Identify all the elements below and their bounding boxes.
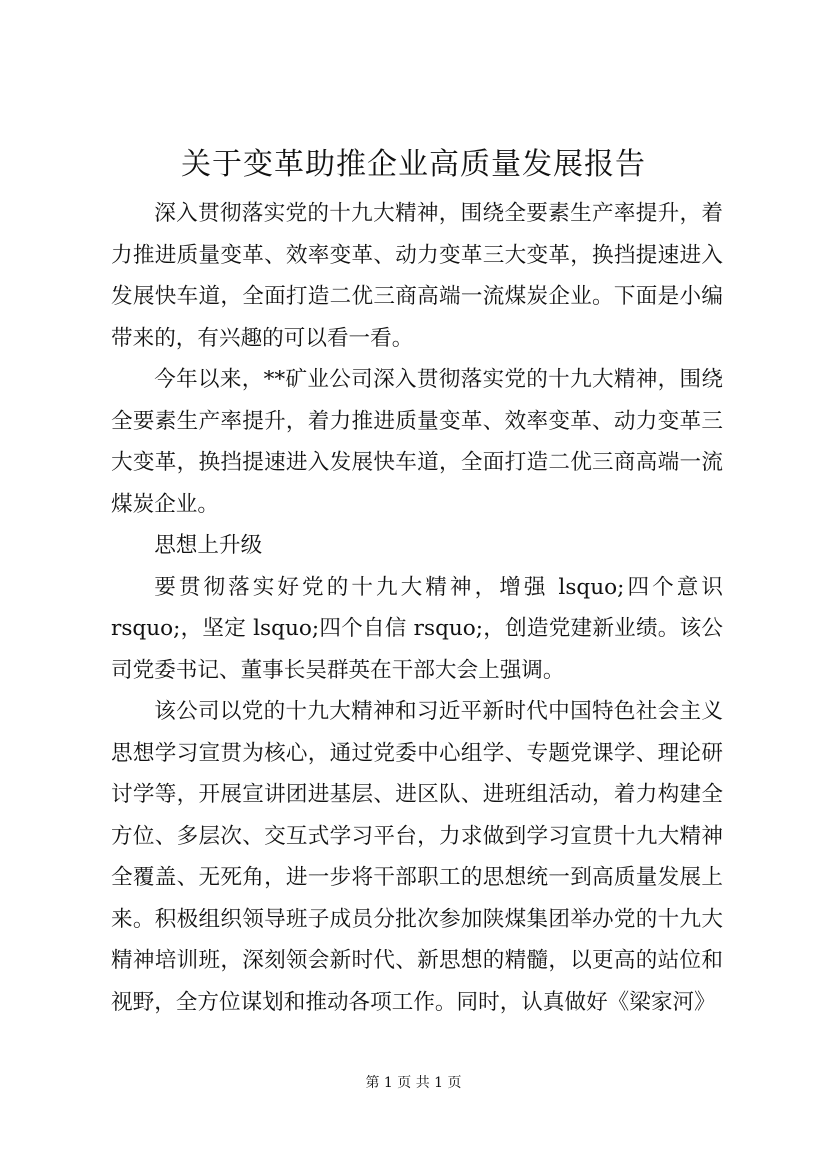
document-title: 关于变革助推企业高质量发展报告 xyxy=(181,147,646,182)
section-heading: 思想上升级 xyxy=(154,533,263,558)
paragraph-intro: 深入贯彻落实党的十九大精神，围绕全要素生产率提升，着力推进质量变革、效率变革、动力变革三大变革，换挡提速进入发展快车道，全面打造二优三商高端一流煤炭企业。下面是小编带来的，有兴趣的可以看一看。 xyxy=(111,201,723,351)
paragraph-quote: 要贯彻落实好党的十九大精神，增强 lsquo;四个意识 rsquo;，坚定 lsquo;四个自信 rsquo;，创造党建新业绩。该公司党委书记、董事长吴群英在干部大会上强调。 xyxy=(111,574,723,683)
page-footer: 第 1 页 共 1 页 xyxy=(365,1075,462,1091)
paragraph-overview: 今年以来，**矿业公司深入贯彻落实党的十九大精神，围绕全要素生产率提升，着力推进质量变革、效率变革、动力变革三大变革，换挡提速进入发展快车道，全面打造二优三商高端一流煤炭企业。 xyxy=(111,367,723,517)
paragraph-study: 该公司以党的十九大精神和习近平新时代中国特色社会主义思想学习宣贯为核心，通过党委中心组学、专题党课学、理论研讨学等，开展宣讲团进基层、进区队、进班组活动，着力构建全方位、多层次、交互式学习平台，力求做到学习宣贯十九大精神全覆盖、无死角，进一步将干部职工的思想统一到高质量发展上来。积极组织领导班子成员分批次参加陕煤集团举办党的十九大精神培训班，深刻领会新时代、新思想的精髓，以更高的站位和视野，全方位谋划和推动各项工作。同时，认真做好《梁家河》 xyxy=(111,699,723,1015)
document-body xyxy=(111,193,723,1023)
